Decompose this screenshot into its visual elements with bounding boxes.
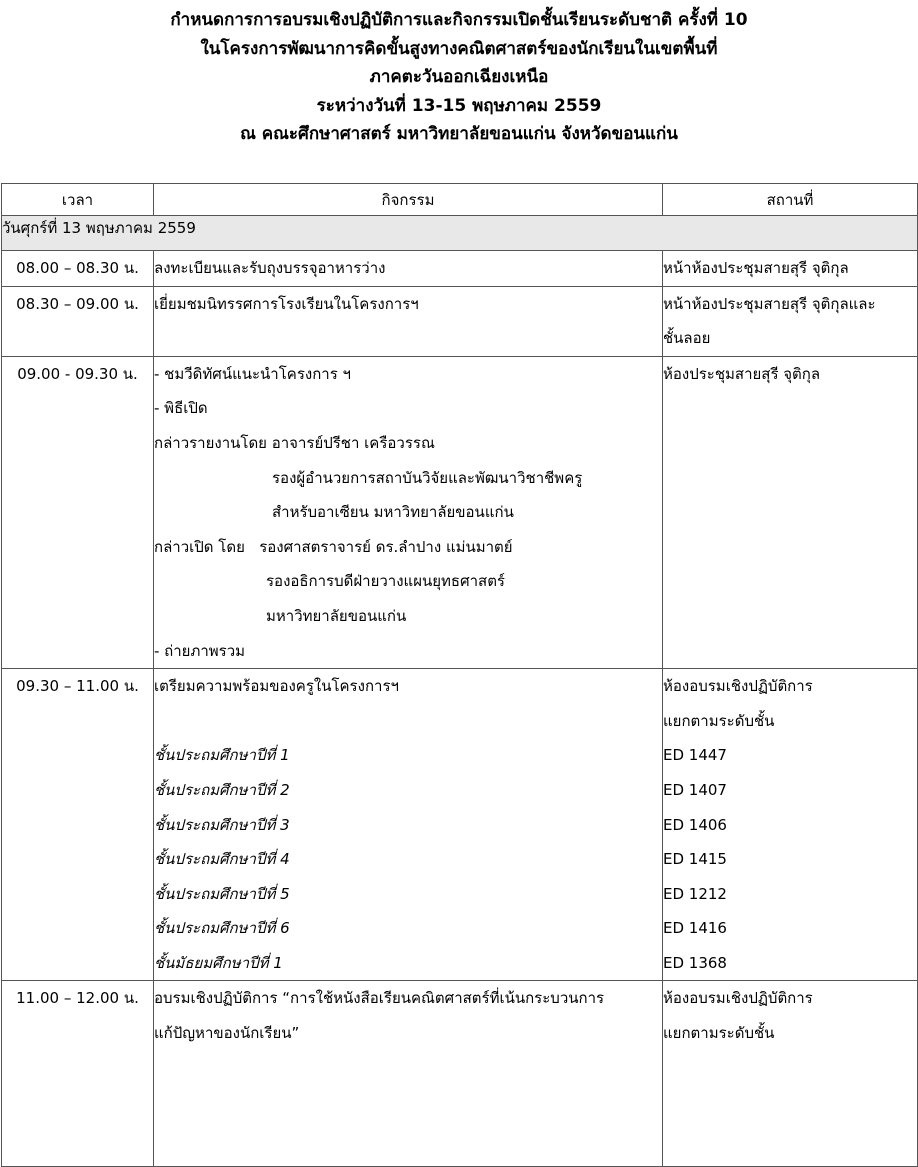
- schedule-table: [1, 183, 918, 1167]
- activity-line: แก้ปัญหาของนักเรียน”: [154, 1024, 300, 1043]
- header-activity: กิจกรรม: [154, 184, 663, 216]
- grade-label: ชั้นมัธยมศึกษาปีที่ 1: [154, 953, 283, 972]
- time-cell: 08.00 – 08.30 น.: [16, 259, 139, 277]
- document-title: [0, 0, 918, 149]
- location-cell: ห้องประชุมสายสุรี จุติกุล: [663, 364, 821, 383]
- grade-label: ชั้นประถมศึกษาปีที่ 6: [154, 919, 290, 938]
- grade-label: ชั้นประถมศึกษาปีที่ 4: [154, 850, 290, 869]
- location-cell: ชั้นลอย: [663, 329, 711, 348]
- activity-line: [154, 530, 662, 565]
- location-cell: แยกตามระดับชั้น: [663, 711, 775, 730]
- activity-line: มหาวิทยาลัยขอนแก่น: [266, 606, 407, 625]
- activity-line: เตรียมความพร้อมของครูในโครงการฯ: [154, 677, 399, 696]
- room-label: ED 1447: [663, 746, 727, 765]
- location-cell: หน้าห้องประชุมสายสุรี จุติกุล: [663, 259, 849, 277]
- opening-label: กล่าวเปิด โดย: [154, 537, 245, 556]
- title-line-4: ระหว่างวันที่ 13-15 พฤษภาคม 2559: [316, 95, 602, 116]
- header-time: เวลา: [2, 184, 154, 216]
- location-cell: ห้องอบรมเชิงปฏิบัติการ: [663, 989, 813, 1008]
- table-row: [2, 669, 918, 981]
- time-cell: 08.30 – 09.00 น.: [16, 294, 139, 313]
- time-cell: 09.30 – 11.00 น.: [16, 677, 139, 696]
- day-row: [2, 216, 918, 251]
- activity-line: - ถ่ายภาพรวม: [154, 641, 246, 660]
- grade-label: ชั้นประถมศึกษาปีที่ 1: [154, 746, 290, 765]
- opening-name: รองศาสตราจารย์ ดร.ลำปาง แม่นมาตย์: [259, 537, 513, 556]
- activity-line: กล่าวรายงานโดย อาจารย์ปรีชา เครือวรรณ: [154, 433, 435, 452]
- room-label: ED 1407: [663, 780, 727, 799]
- location-cell: หน้าห้องประชุมสายสุรี จุติกุลและ: [663, 294, 876, 313]
- table-row: [2, 251, 918, 287]
- time-cell: 11.00 – 12.00 น.: [16, 989, 139, 1008]
- table-row: [2, 286, 918, 356]
- title-line-2: ในโครงการพัฒนาการคิดขั้นสูงทางคณิตศาสตร์ของนักเรียนในเขตพื้นที่: [200, 38, 718, 59]
- grade-label: ชั้นประถมศึกษาปีที่ 2: [154, 780, 290, 799]
- header-location: สถานที่: [663, 184, 918, 216]
- activity-line: - พิธีเปิด: [154, 399, 208, 418]
- time-cell: 09.00 - 09.30 น.: [17, 364, 138, 383]
- activity-line: - ชมวีดิทัศน์แนะนำโครงการ ฯ: [154, 364, 351, 383]
- grade-label: ชั้นประถมศึกษาปีที่ 5: [154, 884, 290, 903]
- day-label: วันศุกร์ที่ 13 พฤษภาคม 2559: [2, 216, 918, 251]
- room-label: ED 1406: [663, 815, 727, 834]
- title-line-1: กำหนดการการอบรมเชิงปฏิบัติการและกิจกรรมเปิดชั้นเรียนระดับชาติ ครั้งที่ 10: [170, 10, 748, 30]
- table-header-row: [2, 184, 918, 216]
- table-row: [2, 981, 918, 1167]
- location-cell: ห้องอบรมเชิงปฏิบัติการ: [663, 677, 813, 696]
- activity-line: รองผู้อำนวยการสถาบันวิจัยและพัฒนาวิชาชีพครู: [272, 468, 583, 487]
- grade-label: ชั้นประถมศึกษาปีที่ 3: [154, 815, 290, 834]
- room-label: ED 1415: [663, 850, 727, 869]
- activity-line: อบรมเชิงปฏิบัติการ “การใช้หนังสือเรียนคณิตศาสตร์ที่เน้นกระบวนการ: [154, 989, 605, 1008]
- table-row: [2, 356, 918, 668]
- activity-line: รองอธิการบดีฝ่ายวางแผนยุทธศาสตร์: [266, 572, 505, 591]
- room-label: ED 1368: [663, 953, 727, 972]
- title-line-3: ภาคตะวันออกเฉียงเหนือ: [369, 67, 549, 87]
- activity-line: สำหรับอาเซียน มหาวิทยาลัยขอนแก่น: [272, 503, 514, 522]
- title-line-5: ณ คณะศึกษาศาสตร์ มหาวิทยาลัยขอนแก่น จังหวัดขอนแก่น: [240, 124, 678, 144]
- activity-cell: ลงทะเบียนและรับถุงบรรจุอาหารว่าง: [154, 259, 386, 277]
- activity-cell: เยี่ยมชมนิทรรศการโรงเรียนในโครงการฯ: [154, 294, 419, 313]
- location-cell: แยกตามระดับชั้น: [663, 1024, 775, 1043]
- room-label: ED 1212: [663, 884, 727, 903]
- room-label: ED 1416: [663, 919, 727, 938]
